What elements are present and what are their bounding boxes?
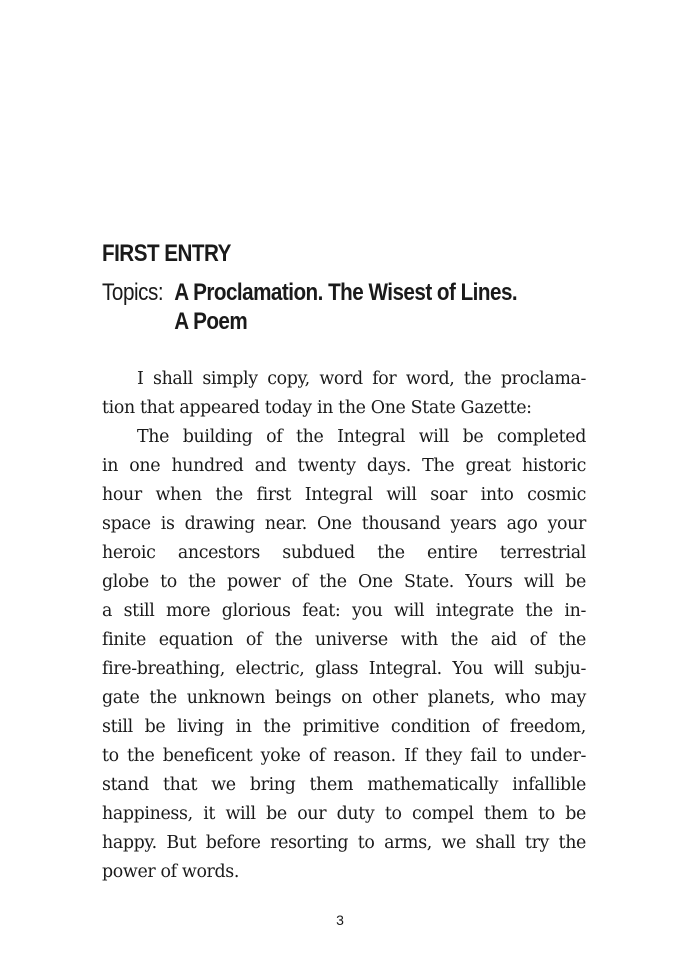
paragraph-line: a still more glorious feat: you will integrate the in- (102, 601, 586, 621)
paragraph-line: I shall simply copy, word for word, the proclama- (137, 369, 586, 389)
paragraph-line: stand that we bring them mathematically infallible (102, 775, 586, 795)
paragraph-line: The building of the Integral will be completed (137, 427, 586, 447)
paragraph-line: fire-breathing, electric, glass Integral. You will subju- (102, 659, 586, 679)
paragraph-line: power of words. (102, 862, 240, 882)
topics-list (174, 278, 517, 336)
body-text (102, 365, 586, 887)
paragraph-line: to the beneficent yoke of reason. If they fail to under- (102, 746, 586, 766)
paragraph-line: heroic ancestors subdued the entire terrestrial (102, 543, 586, 563)
paragraph-line: tion that appeared today in the One State Gazette: (102, 398, 532, 418)
paragraph-line: space is drawing near. One thousand years ago your (102, 514, 586, 534)
paragraph-line: happy. But before resorting to arms, we shall try the (102, 833, 586, 853)
paragraph-line: in one hundred and twenty days. The great historic (102, 456, 586, 476)
paragraph-line: finite equation of the universe with the aid of the (102, 630, 586, 650)
paragraph-line: happiness, it will be our duty to compel them to be (102, 804, 586, 824)
paragraph-line: gate the unknown beings on other planets, who may (102, 688, 586, 708)
page-number: 3 (336, 912, 344, 928)
paragraph-line: globe to the power of the One State. Yours will be (102, 572, 586, 592)
paragraph-line: still be living in the primitive condition of freedom, (102, 717, 586, 737)
entry-heading: FIRST ENTRY (102, 240, 231, 267)
topics-line: A Poem (174, 308, 248, 335)
topics-line: A Proclamation. The Wisest of Lines. (174, 279, 518, 306)
paragraph-line: hour when the first Integral will soar into cosmic (102, 485, 586, 505)
topics-label: Topics: (102, 279, 164, 306)
